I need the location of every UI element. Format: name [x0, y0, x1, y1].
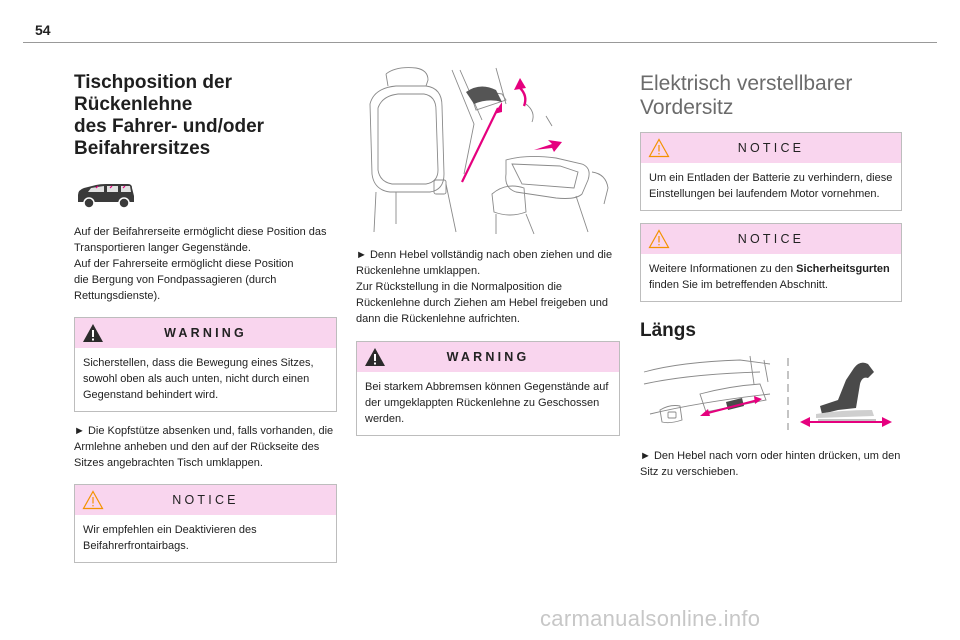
notice-box: [640, 223, 902, 302]
subsection-title: Längs: [640, 320, 696, 341]
text-line: Um ein Entladen der Batterie zu verhindern, diese: [649, 172, 893, 184]
text-line: Beifahrerfrontairbags.: [83, 540, 189, 552]
right-column: [640, 72, 902, 480]
page-number: 54: [35, 22, 51, 38]
text-line: Armlehne anheben und den auf der Rückseite des: [74, 441, 320, 453]
text-line: Auf der Fahrerseite ermöglicht diese Position: [74, 258, 294, 270]
notice-label: NOTICE: [172, 493, 239, 507]
text-line: Auf der Beifahrerseite ermöglicht diese Position das: [74, 226, 327, 238]
text-line: Transportieren langer Gegenstände.: [74, 242, 251, 254]
van-icon: [74, 182, 138, 210]
text-line: Sitz zu verschieben.: [640, 466, 739, 478]
text-line: Rückenlehne durch Ziehen am Hebel freigeben und: [356, 297, 608, 309]
warning-triangle-icon: [82, 323, 104, 343]
seat-slide-illustration: [640, 354, 902, 436]
notice-body: [641, 163, 901, 210]
seatbelt-reference: Sicherheitsgurten: [796, 263, 890, 275]
intro-paragraph: [74, 224, 337, 304]
seat-fold-illustration-svg: [356, 64, 620, 240]
van-illustration: [74, 182, 337, 210]
text-line: werden.: [365, 413, 405, 425]
notice-body: [75, 515, 336, 562]
text-line: der umgeklappten Rückenlehne zu Geschossen: [365, 397, 600, 409]
text-span: Weitere Informationen zu den: [649, 263, 797, 275]
text-line: die Bergung von Fondpassagieren (durch: [74, 274, 277, 286]
seat-fold-illustration: [356, 64, 620, 240]
lever-arrow-line: [462, 108, 498, 182]
section-title-line: Beifahrersitzes: [74, 138, 211, 159]
text-line: Sitzes angebrachten Tisch umklappen.: [74, 457, 263, 469]
notice-label: NOTICE: [737, 141, 805, 155]
warning-header: [357, 342, 619, 372]
text-line: ► Denn Hebel vollständig nach oben ziehen und die: [356, 249, 613, 261]
text-line: [649, 261, 893, 277]
text-line: Rückenlehne umklappen.: [356, 265, 481, 277]
warning-box: [356, 341, 620, 436]
notice-header: [75, 485, 336, 515]
warning-body: [357, 372, 619, 435]
text-line: Rettungsdienste).: [74, 290, 161, 302]
text-line: dann die Rückenlehne aufrichten.: [356, 313, 520, 325]
seat-slide-illustration-svg: [640, 354, 902, 436]
text-line: ► Die Kopfstütze absenken und, falls vorhanden, die: [74, 425, 334, 437]
caution-triangle-icon: [82, 490, 104, 510]
step-paragraph: [640, 448, 902, 480]
top-rule: [23, 42, 937, 43]
middle-column: [356, 64, 620, 436]
text-line: Bei starkem Abbremsen können Gegenstände auf: [365, 381, 609, 393]
notice-box: [640, 132, 902, 211]
notice-body: [641, 254, 901, 301]
step-paragraph: [356, 247, 620, 327]
section-title-line: Vordersitz: [640, 96, 734, 119]
watermark: carmanualsonline.info: [540, 606, 761, 631]
section-title: [640, 72, 902, 120]
notice-label: NOTICE: [737, 232, 805, 246]
text-line: sowohl oben als auch unten, nicht durch einen: [83, 373, 310, 385]
text-line: Zur Rückstellung in die Normalposition die: [356, 281, 563, 293]
caution-triangle-icon: [648, 138, 670, 158]
seat-silhouette-icon: [820, 363, 874, 414]
warning-label: WARNING: [164, 326, 247, 340]
notice-header: [641, 133, 901, 163]
text-line: Gegenstand behindert wird.: [83, 389, 219, 401]
warning-box: [74, 317, 337, 412]
notice-box: [74, 484, 337, 563]
section-title-line: Elektrisch verstellbarer: [640, 72, 853, 95]
warning-header: [75, 318, 336, 348]
section-title-line: Tischposition der Rückenlehne: [74, 72, 233, 115]
caution-triangle-icon: [648, 229, 670, 249]
warning-triangle-icon: [364, 347, 386, 367]
warning-label: WARNING: [446, 350, 530, 364]
fold-direction-arrow: [534, 140, 562, 152]
section-title-line: des Fahrer- und/oder: [74, 116, 265, 137]
text-line: Sicherstellen, dass die Bewegung eines Sitzes,: [83, 357, 314, 369]
text-line: ► Den Hebel nach vorn oder hinten drücken, um den: [640, 450, 901, 462]
text-line: Einstellungen bei laufendem Motor vornehmen.: [649, 188, 880, 200]
section-title: [74, 72, 337, 160]
text-line: Wir empfehlen ein Deaktivieren des: [83, 524, 257, 536]
text-line: finden Sie im betreffenden Abschnitt.: [649, 279, 828, 291]
warning-body: [75, 348, 336, 411]
step-paragraph: [74, 423, 337, 471]
left-column: [74, 72, 337, 563]
notice-header: [641, 224, 901, 254]
fold-arrow-curve: [520, 88, 525, 106]
